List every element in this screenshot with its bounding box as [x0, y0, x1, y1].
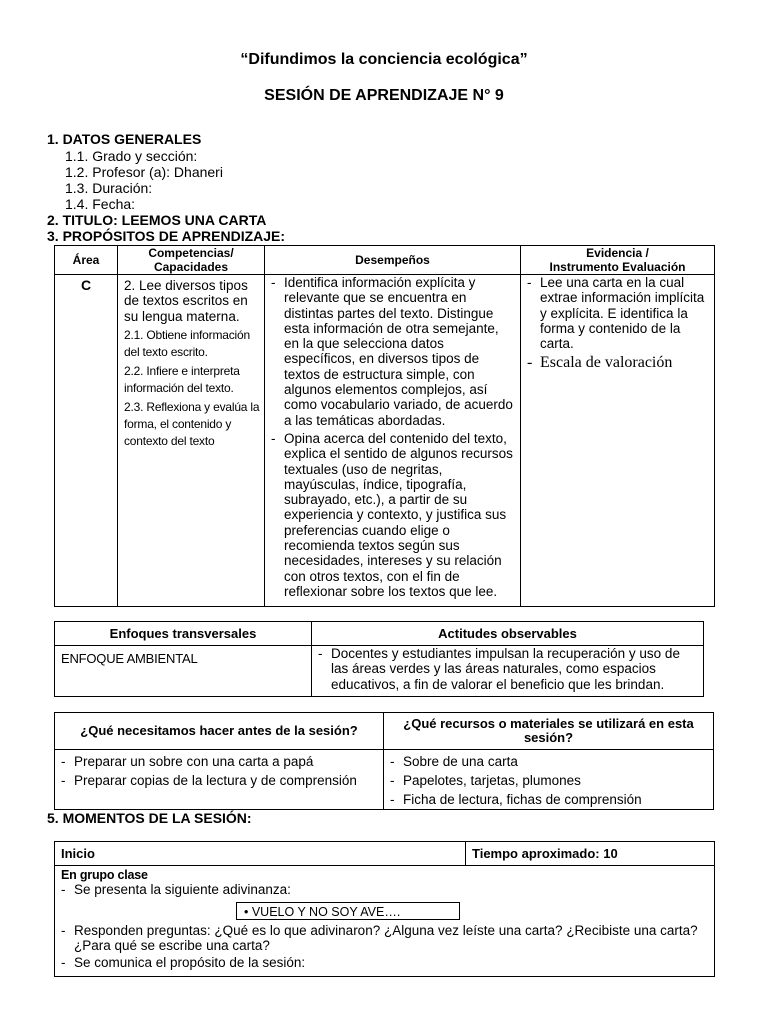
header-evidencia-line2: Instrumento Evaluación — [549, 260, 686, 274]
tiempo-cell: Tiempo aproximado: 10 — [466, 842, 715, 866]
header-actitudes: Actitudes observables — [312, 622, 704, 646]
header-recursos: ¿Qué recursos o materiales se utilizará en esta sesión? — [384, 713, 714, 750]
instrumento-text: - Escala de valoración — [521, 355, 711, 370]
session-title: SESIÓN DE APRENDIZAJE N° 9 — [264, 87, 504, 104]
inicio-content-cell — [55, 866, 715, 977]
antes-item-1: - Preparar un sobre con una carta a papá — [55, 752, 380, 771]
capacidad-1: 2.1. Obtiene información del texto escrito. — [124, 327, 250, 359]
actitud-cell — [312, 646, 704, 697]
capacidad-2: 2.2. Infiere e interpreta información del texto. — [124, 363, 240, 395]
fecha: 1.4. Fecha: — [65, 196, 136, 212]
header-evidencia-line1: Evidencia / — [586, 246, 649, 260]
competencias-cell — [118, 275, 265, 607]
preparacion-table — [54, 712, 714, 810]
actitud-text: - Docentes y estudiantes impulsan la recuperación y uso de las áreas verdes y las áreas naturales, como espacios educativos, a fin de valorar el beneficio que les brindan. — [312, 646, 700, 692]
adivinanza-intro: - Se presenta la siguiente adivinanza: — [55, 882, 710, 897]
header-enfoques: Enfoques transversales — [55, 622, 312, 646]
header-desempenos: Desempeños — [265, 246, 521, 275]
recursos-cell — [384, 750, 714, 810]
evidencia-cell — [521, 275, 715, 607]
proposito-text: - Se comunica el propósito de la sesión: — [55, 955, 710, 970]
desempenos-cell — [265, 275, 521, 607]
area-cell: C — [55, 275, 118, 607]
antes-item-2: - Preparar copias de la lectura y de comprensión — [55, 771, 380, 790]
header-competencias: Competencias/ Capacidades — [118, 246, 265, 275]
grupo-clase-label: En grupo clase — [61, 868, 148, 882]
inicio-cell: Inicio — [55, 842, 466, 866]
recurso-item-1: - Sobre de una carta — [384, 752, 710, 771]
recurso-item-2: - Papelotes, tarjetas, plumones — [384, 771, 710, 790]
momentos-heading: 5. MOMENTOS DE LA SESIÓN: — [47, 810, 252, 826]
duracion: 1.3. Duración: — [65, 180, 153, 196]
antes-cell — [55, 750, 384, 810]
adivinanza-box: • VUELO Y NO SOY AVE…. — [236, 902, 460, 920]
propositos-heading: 3. PROPÓSITOS DE APRENDIZAJE: — [47, 228, 286, 244]
profesor: 1.2. Profesor (a): Dhaneri — [65, 164, 223, 180]
desempeno-2: - Opina acerca del contenido del texto, explica el sentido de algunos recursos textuales (uso de negritas, mayúsculas, índice, tipografía, subrayado, etc.), a partir de su experiencia y contexto, y justifica sus preferencias cuando elige o recomienda textos según sus necesidades, intereses y su relación con otros textos, con el fin de reflexionar sobre los textos que lee. — [265, 431, 517, 599]
competencia-text: 2. Lee diversos tipos de textos escritos en su lengua materna. — [124, 278, 248, 324]
enfoque-text: ENFOQUE AMBIENTAL — [61, 651, 198, 666]
preguntas-text: - Responden preguntas: ¿Qué es lo que adivinaron? ¿Alguna vez leíste una carta? ¿Recibiste una carta? ¿Para qué se escribe una carta? — [55, 923, 710, 953]
enfoques-table — [54, 621, 704, 697]
recurso-item-3: - Ficha de lectura, fichas de comprensión — [384, 790, 710, 809]
propositos-table — [54, 245, 715, 607]
capacidad-3: 2.3. Reflexiona y evalúa la forma, el contenido y contexto del texto — [124, 399, 260, 448]
datos-generales-heading: 1. DATOS GENERALES — [47, 131, 202, 147]
enfoque-cell — [55, 646, 312, 697]
desempeno-1: - Identifica información explícita y relevante que se encuentra en distintas partes del texto. Distingue esta información de otra semejante, en la que selecciona datos específicos, en diversos tipos de textos de estructura simple, con algunos elementos complejos, así como vocabulario variado, de acuerdo a las temáticas abordadas. — [265, 275, 517, 428]
header-area: Área — [55, 246, 118, 275]
titulo-heading: 2. TITULO: LEEMOS UNA CARTA — [47, 212, 267, 228]
momentos-table — [54, 841, 715, 977]
header-antes: ¿Qué necesitamos hacer antes de la sesión? — [55, 713, 384, 750]
evidencia-text: - Lee una carta en la cual extrae información implícita y explícita. E identifica la forma y contenido de la carta. — [521, 275, 711, 351]
grado-seccion: 1.1. Grado y sección: — [65, 148, 198, 164]
document-title: “Difundimos la conciencia ecológica” — [240, 51, 528, 68]
header-evidencia — [521, 246, 715, 275]
